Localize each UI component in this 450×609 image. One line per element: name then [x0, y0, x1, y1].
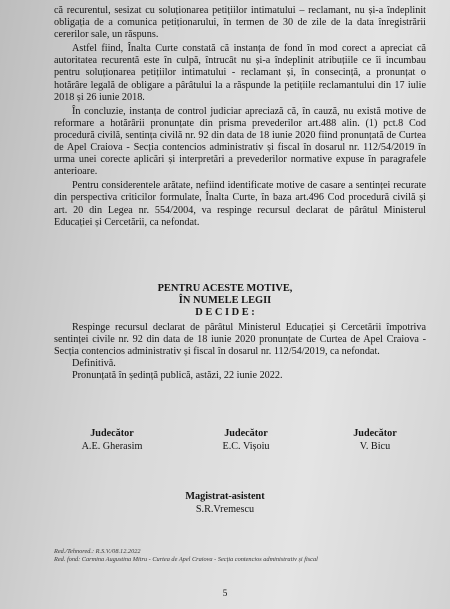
page-number: 5: [222, 589, 228, 599]
judge-title: Judecător: [353, 428, 397, 439]
reasoning-section: [54, 5, 426, 229]
judge-name: V. Bicu: [359, 441, 391, 452]
heading-line: ÎN NUMELE LEGII: [178, 295, 272, 306]
footer-line: Red./Tehnored.: R.S.V./08.12.2022: [54, 548, 141, 555]
magistrate-title: Magistrat-asistent: [185, 491, 265, 502]
paragraph: Pronunțată în ședință publică, astăzi, 22 iunie 2022.: [72, 370, 283, 382]
magistrate-name: S.R.Vremescu: [195, 504, 255, 515]
heading-line: D E C I D E :: [195, 307, 255, 318]
heading-line: PENTRU ACESTE MOTIVE,: [157, 283, 293, 294]
paragraph: Definitivă.: [72, 358, 116, 370]
judge-name: A.E. Gherasim: [81, 441, 143, 452]
paragraph: Respinge recursul declarat de pârâtul Ministerul Educației și Cercetării împotriva sentinței civile nr. 92 din data de 18 iunie 2020 pronunțate de Curtea de Apel Craiova - Secția contencios administrativ și fiscal în dosarul nr. 112/54/2019, ca nefondat.: [54, 322, 426, 358]
paragraph: Astfel fiind, Înalta Curte constată că instanța de fond în mod corect a apreciat că autoritatea recurentă este în culpă, întrucât nu și-a îndeplinit atribuțiile ce îi incumbau pentru soluționarea petițiilor intimatului - reclamant și, în consecință, a pronunțat o hotărâre legală de obligare a pârâtului la a răspunde la petițiile reclamantului din 17 iulie 2018 și 26 iunie 2018.: [54, 43, 426, 103]
paragraph: În concluzie, instanța de control judiciar apreciază că, în cauză, nu există motive de reformare a hotărârii pronunțate din prisma prevederilor art.488 alin. (1) pct.8 Cod procedură civilă, sentința civilă nr. 92 din data de 18 iunie 2020 fiind pronunțată de Curtea de Apel Craiova - Secția contencios administrativ și fiscal în dosarul nr. 112/54/2019 în urma unei corecte aplicări și interpretări a prevederilor normative expuse în paragrafele anterioare.: [54, 105, 426, 178]
judge-title: Judecător: [224, 428, 268, 439]
paragraph: Pentru considerentele arătate, nefiind identificate motive de casare a sentinței recurate din perspectiva criticilor formulate, Înalta Curte, în baza art.496 Cod procedură civilă și art. 20 din Legea nr. 554/2004, va respinge recursul declarat de pârâtul Ministerul Educației și Cercetării, ca nefondat.: [54, 180, 426, 228]
judge-signature: [62, 427, 162, 453]
judge-signature: [325, 427, 425, 453]
judge-title: Judecător: [90, 428, 134, 439]
footer-line: Red. fond: Carmina Augustina Mitru - Curtea de Apel Craiova - Secția contencios administrativ și fiscal: [54, 556, 318, 563]
magistrate-signature: [0, 490, 450, 516]
judge-signature: [196, 427, 296, 453]
decision-section: [54, 322, 426, 382]
decision-heading: [0, 283, 450, 319]
footer-notes: [54, 548, 318, 564]
paragraph: că recurentul, sesizat cu soluționarea petițiilor intimatului – reclamant, nu și-a îndeplinit obligația de a comunica petiționarului, în termen de 30 de zile de la data înregistrării cererilor sale, un răspuns.: [54, 5, 426, 41]
judge-name: E.C. Vișoiu: [222, 441, 270, 452]
